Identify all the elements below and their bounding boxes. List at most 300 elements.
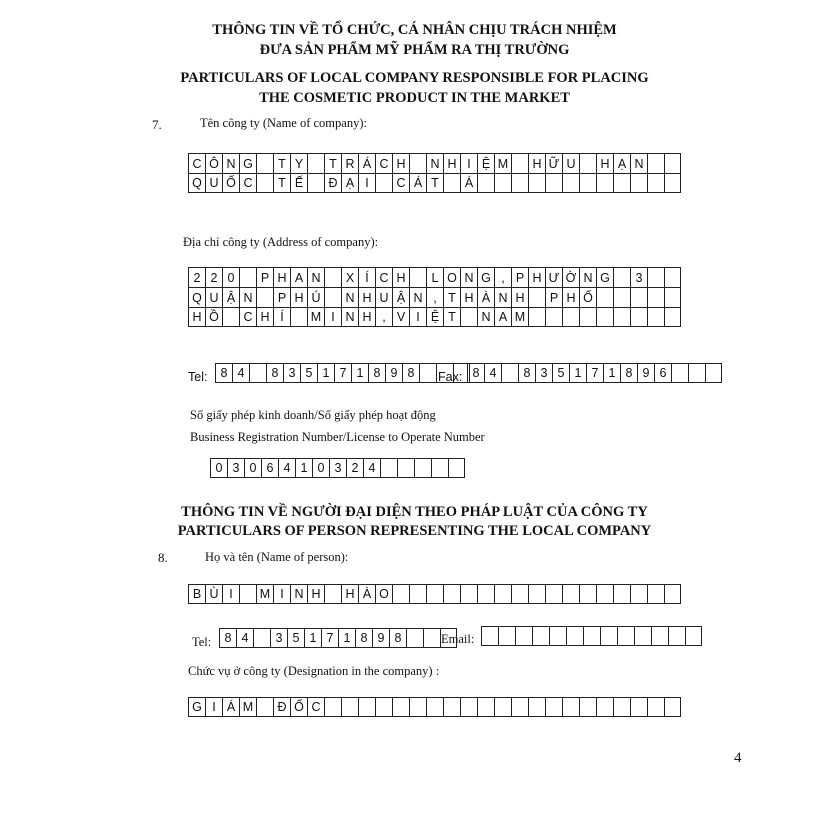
grid-cell: O bbox=[375, 584, 392, 604]
grid-cell bbox=[498, 626, 515, 646]
grid-cell: Á bbox=[358, 153, 375, 173]
grid-cell bbox=[647, 584, 664, 604]
representative-header-vi: THÔNG TIN VỀ NGƯỜI ĐẠI DIỆN THEO PHÁP LUẬT CỦA CÔNG TY bbox=[181, 504, 648, 520]
grid-cell bbox=[664, 697, 681, 717]
company-address-label: Địa chỉ công ty (Address of company): bbox=[183, 235, 379, 249]
grid-cell: P bbox=[511, 267, 528, 287]
grid-cell: U bbox=[562, 153, 579, 173]
grid-cell bbox=[477, 584, 494, 604]
grid-cell: A bbox=[290, 267, 307, 287]
grid-cell: Đ bbox=[324, 173, 341, 193]
grid-cell bbox=[705, 363, 722, 383]
grid-cell bbox=[307, 173, 324, 193]
company-fax-grid bbox=[467, 363, 722, 383]
grid-cell: 0 bbox=[312, 458, 329, 478]
grid-cell bbox=[562, 173, 579, 193]
grid-cell bbox=[545, 697, 562, 717]
grid-cell: 4 bbox=[278, 458, 295, 478]
grid-cell bbox=[419, 363, 436, 383]
grid-cell: N bbox=[290, 584, 307, 604]
designation-grid bbox=[188, 697, 681, 717]
grid-row bbox=[210, 458, 465, 478]
grid-cell bbox=[647, 173, 664, 193]
grid-cell bbox=[630, 173, 647, 193]
company-name-grid bbox=[188, 153, 681, 193]
grid-cell: G bbox=[477, 267, 494, 287]
grid-cell: 3 bbox=[283, 363, 300, 383]
grid-cell bbox=[647, 697, 664, 717]
grid-cell: G bbox=[596, 267, 613, 287]
header-title-en-line2: THE COSMETIC PRODUCT IN THE MARKET bbox=[259, 90, 570, 106]
grid-cell: 4 bbox=[232, 363, 249, 383]
person-name-label: Họ và tên (Name of person): bbox=[205, 550, 349, 564]
grid-cell: 1 bbox=[569, 363, 586, 383]
grid-row bbox=[188, 173, 681, 193]
grid-cell: I bbox=[273, 584, 290, 604]
grid-cell: B bbox=[188, 584, 205, 604]
grid-cell bbox=[307, 153, 324, 173]
grid-cell: 0 bbox=[222, 267, 239, 287]
grid-cell bbox=[613, 267, 630, 287]
grid-cell: 3 bbox=[329, 458, 346, 478]
grid-cell: H bbox=[358, 287, 375, 307]
grid-cell bbox=[630, 287, 647, 307]
section-8-number: 8. bbox=[158, 550, 168, 565]
grid-cell: Ạ bbox=[341, 173, 358, 193]
grid-cell: H bbox=[528, 153, 545, 173]
grid-cell: 1 bbox=[603, 363, 620, 383]
grid-cell: Ờ bbox=[562, 267, 579, 287]
header-title-vi-line2: ĐƯA SẢN PHẨM MỸ PHẨM RA THỊ TRƯỜNG bbox=[259, 42, 570, 58]
grid-cell: P bbox=[256, 267, 273, 287]
grid-cell: 7 bbox=[334, 363, 351, 383]
grid-cell bbox=[239, 584, 256, 604]
grid-cell: Ạ bbox=[613, 153, 630, 173]
grid-cell: H bbox=[341, 584, 358, 604]
grid-cell bbox=[668, 626, 685, 646]
grid-cell bbox=[651, 626, 668, 646]
grid-cell: 8 bbox=[402, 363, 419, 383]
grid-cell: T bbox=[273, 153, 290, 173]
grid-cell bbox=[647, 153, 664, 173]
grid-cell: 5 bbox=[287, 628, 304, 648]
grid-cell bbox=[579, 307, 596, 327]
grid-cell bbox=[664, 267, 681, 287]
grid-cell: 9 bbox=[385, 363, 402, 383]
grid-cell bbox=[511, 584, 528, 604]
grid-cell: C bbox=[375, 153, 392, 173]
grid-cell: 7 bbox=[586, 363, 603, 383]
company-tel-grid bbox=[215, 363, 470, 383]
grid-cell: N bbox=[579, 267, 596, 287]
grid-cell: C bbox=[392, 173, 409, 193]
grid-cell: N bbox=[341, 307, 358, 327]
grid-cell: Ô bbox=[205, 153, 222, 173]
grid-cell bbox=[532, 626, 549, 646]
person-tel-label: Tel: bbox=[192, 635, 212, 649]
grid-cell: , bbox=[494, 267, 511, 287]
grid-cell: C bbox=[307, 697, 324, 717]
grid-cell bbox=[460, 584, 477, 604]
grid-row bbox=[215, 363, 470, 383]
grid-cell: X bbox=[341, 267, 358, 287]
grid-cell: H bbox=[188, 307, 205, 327]
grid-cell: I bbox=[324, 307, 341, 327]
grid-cell bbox=[324, 267, 341, 287]
grid-cell: 1 bbox=[351, 363, 368, 383]
grid-cell: 9 bbox=[637, 363, 654, 383]
grid-cell: T bbox=[273, 173, 290, 193]
grid-cell: H bbox=[392, 153, 409, 173]
grid-cell: G bbox=[239, 153, 256, 173]
grid-cell: 7 bbox=[321, 628, 338, 648]
grid-cell: I bbox=[409, 307, 426, 327]
grid-cell bbox=[511, 173, 528, 193]
grid-cell: L bbox=[426, 267, 443, 287]
grid-cell bbox=[256, 287, 273, 307]
grid-cell bbox=[448, 458, 465, 478]
person-tel-grid bbox=[219, 628, 457, 648]
grid-cell: N bbox=[477, 307, 494, 327]
company-address-grid bbox=[188, 267, 681, 327]
grid-cell bbox=[253, 628, 270, 648]
grid-cell: 8 bbox=[219, 628, 236, 648]
grid-row bbox=[188, 153, 681, 173]
grid-cell: H bbox=[273, 267, 290, 287]
grid-cell bbox=[256, 153, 273, 173]
grid-cell: 6 bbox=[654, 363, 671, 383]
grid-cell bbox=[324, 584, 341, 604]
grid-cell: H bbox=[460, 287, 477, 307]
grid-cell: Ữ bbox=[545, 153, 562, 173]
person-email-grid bbox=[481, 626, 702, 646]
grid-cell bbox=[341, 697, 358, 717]
grid-cell bbox=[324, 697, 341, 717]
grid-cell: N bbox=[307, 267, 324, 287]
grid-cell: 3 bbox=[227, 458, 244, 478]
grid-cell: H bbox=[528, 267, 545, 287]
grid-cell: 2 bbox=[346, 458, 363, 478]
grid-cell bbox=[671, 363, 688, 383]
grid-cell: 8 bbox=[518, 363, 535, 383]
grid-cell: T bbox=[443, 307, 460, 327]
grid-cell: H bbox=[392, 267, 409, 287]
grid-cell: I bbox=[358, 173, 375, 193]
grid-cell bbox=[423, 628, 440, 648]
grid-cell: , bbox=[375, 307, 392, 327]
grid-cell bbox=[596, 287, 613, 307]
grid-cell: U bbox=[375, 287, 392, 307]
grid-cell bbox=[630, 584, 647, 604]
grid-row bbox=[481, 626, 702, 646]
grid-cell bbox=[664, 287, 681, 307]
grid-cell bbox=[647, 287, 664, 307]
grid-cell: C bbox=[375, 267, 392, 287]
grid-row bbox=[188, 267, 681, 287]
grid-cell bbox=[664, 153, 681, 173]
grid-cell: 3 bbox=[535, 363, 552, 383]
grid-cell: 3 bbox=[630, 267, 647, 287]
grid-cell bbox=[494, 584, 511, 604]
grid-cell: , bbox=[426, 287, 443, 307]
grid-cell: 8 bbox=[467, 363, 484, 383]
grid-cell bbox=[613, 173, 630, 193]
grid-cell bbox=[579, 697, 596, 717]
grid-row bbox=[188, 287, 681, 307]
grid-cell: Y bbox=[290, 153, 307, 173]
grid-cell bbox=[613, 584, 630, 604]
grid-cell bbox=[579, 173, 596, 193]
grid-cell bbox=[290, 307, 307, 327]
grid-cell: C bbox=[239, 307, 256, 327]
grid-cell bbox=[256, 697, 273, 717]
grid-cell: Ậ bbox=[392, 287, 409, 307]
grid-cell bbox=[406, 628, 423, 648]
grid-cell bbox=[600, 626, 617, 646]
grid-cell: C bbox=[188, 153, 205, 173]
grid-cell bbox=[392, 584, 409, 604]
grid-cell: M bbox=[494, 153, 511, 173]
grid-cell: V bbox=[392, 307, 409, 327]
grid-cell: Ệ bbox=[477, 153, 494, 173]
grid-cell: P bbox=[545, 287, 562, 307]
license-label-vi: Số giấy phép kinh doanh/Số giấy phép hoạt động bbox=[190, 408, 436, 422]
grid-cell bbox=[501, 363, 518, 383]
grid-cell: H bbox=[511, 287, 528, 307]
grid-cell bbox=[634, 626, 651, 646]
grid-cell bbox=[409, 153, 426, 173]
grid-cell: H bbox=[358, 307, 375, 327]
grid-cell bbox=[528, 584, 545, 604]
grid-cell bbox=[249, 363, 266, 383]
grid-cell bbox=[239, 267, 256, 287]
grid-cell bbox=[392, 697, 409, 717]
grid-cell bbox=[375, 697, 392, 717]
grid-cell bbox=[494, 173, 511, 193]
grid-cell: M bbox=[256, 584, 273, 604]
company-tel-label: Tel: bbox=[188, 370, 208, 384]
header-title-vi-line1: THÔNG TIN VỀ TỔ CHỨC, CÁ NHÂN CHỊU TRÁCH NHIỆM bbox=[212, 22, 617, 38]
grid-cell: N bbox=[630, 153, 647, 173]
grid-cell bbox=[481, 626, 498, 646]
grid-cell: 1 bbox=[295, 458, 312, 478]
grid-cell: N bbox=[460, 267, 477, 287]
grid-cell bbox=[596, 697, 613, 717]
grid-cell: 8 bbox=[389, 628, 406, 648]
grid-cell: T bbox=[443, 287, 460, 307]
grid-cell bbox=[613, 287, 630, 307]
grid-cell: N bbox=[239, 287, 256, 307]
person-email-label: Email: bbox=[441, 632, 475, 646]
grid-cell: M bbox=[307, 307, 324, 327]
grid-cell: Á bbox=[460, 173, 477, 193]
grid-cell: 0 bbox=[244, 458, 261, 478]
grid-cell: M bbox=[239, 697, 256, 717]
grid-cell: H bbox=[256, 307, 273, 327]
grid-cell bbox=[549, 626, 566, 646]
grid-cell: Ư bbox=[545, 267, 562, 287]
grid-cell: 3 bbox=[270, 628, 287, 648]
company-name-label: Tên công ty (Name of company): bbox=[200, 116, 367, 130]
grid-cell: 1 bbox=[304, 628, 321, 648]
grid-cell bbox=[324, 287, 341, 307]
grid-cell bbox=[528, 697, 545, 717]
grid-cell: 1 bbox=[338, 628, 355, 648]
grid-cell bbox=[409, 697, 426, 717]
grid-cell: 4 bbox=[236, 628, 253, 648]
grid-cell: N bbox=[409, 287, 426, 307]
grid-cell: N bbox=[341, 287, 358, 307]
grid-cell: 8 bbox=[368, 363, 385, 383]
grid-cell bbox=[617, 626, 634, 646]
grid-cell bbox=[545, 173, 562, 193]
grid-cell bbox=[596, 173, 613, 193]
grid-cell bbox=[443, 173, 460, 193]
grid-cell: Í bbox=[358, 267, 375, 287]
grid-cell bbox=[409, 267, 426, 287]
grid-cell: Ố bbox=[222, 173, 239, 193]
grid-cell bbox=[688, 363, 705, 383]
grid-cell: U bbox=[205, 173, 222, 193]
grid-cell bbox=[431, 458, 448, 478]
grid-cell bbox=[494, 697, 511, 717]
grid-cell: Á bbox=[222, 697, 239, 717]
grid-cell bbox=[460, 307, 477, 327]
grid-cell bbox=[685, 626, 702, 646]
grid-row bbox=[188, 697, 681, 717]
grid-cell bbox=[566, 626, 583, 646]
grid-row bbox=[188, 307, 681, 327]
grid-cell: N bbox=[426, 153, 443, 173]
grid-cell bbox=[664, 584, 681, 604]
grid-cell bbox=[613, 697, 630, 717]
header-title-en-line1: PARTICULARS OF LOCAL COMPANY RESPONSIBLE FOR PLACING bbox=[180, 70, 649, 86]
grid-cell: Ù bbox=[205, 584, 222, 604]
grid-cell: H bbox=[443, 153, 460, 173]
grid-cell bbox=[528, 287, 545, 307]
grid-cell: Ố bbox=[290, 697, 307, 717]
grid-cell bbox=[460, 697, 477, 717]
grid-cell: U bbox=[205, 287, 222, 307]
grid-cell bbox=[426, 584, 443, 604]
grid-cell: Q bbox=[188, 173, 205, 193]
grid-cell: Ậ bbox=[222, 287, 239, 307]
grid-cell bbox=[443, 584, 460, 604]
grid-cell bbox=[596, 307, 613, 327]
grid-cell bbox=[579, 153, 596, 173]
section-7-number: 7. bbox=[152, 117, 162, 132]
grid-cell: Ệ bbox=[426, 307, 443, 327]
grid-cell: N bbox=[494, 287, 511, 307]
grid-cell: 0 bbox=[210, 458, 227, 478]
grid-cell: Q bbox=[188, 287, 205, 307]
grid-cell: Ú bbox=[307, 287, 324, 307]
grid-cell bbox=[397, 458, 414, 478]
grid-cell: À bbox=[358, 584, 375, 604]
grid-cell: Ồ bbox=[205, 307, 222, 327]
grid-cell bbox=[630, 307, 647, 327]
grid-cell: Đ bbox=[273, 697, 290, 717]
grid-cell: 6 bbox=[261, 458, 278, 478]
license-label-en: Business Registration Number/License to Operate Number bbox=[190, 430, 485, 444]
grid-cell: H bbox=[307, 584, 324, 604]
grid-cell bbox=[222, 307, 239, 327]
grid-cell: Í bbox=[273, 307, 290, 327]
grid-cell bbox=[477, 173, 494, 193]
grid-cell bbox=[414, 458, 431, 478]
grid-cell bbox=[630, 697, 647, 717]
grid-cell bbox=[664, 173, 681, 193]
grid-cell bbox=[511, 153, 528, 173]
grid-cell bbox=[613, 307, 630, 327]
grid-cell: R bbox=[341, 153, 358, 173]
grid-cell: 2 bbox=[188, 267, 205, 287]
grid-cell: M bbox=[511, 307, 528, 327]
page-number: 4 bbox=[734, 750, 742, 766]
grid-row bbox=[219, 628, 457, 648]
grid-cell bbox=[545, 584, 562, 604]
grid-cell bbox=[380, 458, 397, 478]
grid-cell: Ế bbox=[290, 173, 307, 193]
grid-row bbox=[188, 584, 681, 604]
grid-cell bbox=[511, 697, 528, 717]
grid-cell bbox=[256, 173, 273, 193]
grid-cell: H bbox=[596, 153, 613, 173]
grid-cell bbox=[528, 173, 545, 193]
person-name-grid bbox=[188, 584, 681, 604]
grid-cell bbox=[579, 584, 596, 604]
grid-cell: 8 bbox=[215, 363, 232, 383]
grid-cell bbox=[583, 626, 600, 646]
grid-cell: H bbox=[290, 287, 307, 307]
grid-cell: T bbox=[324, 153, 341, 173]
grid-cell: 1 bbox=[317, 363, 334, 383]
grid-cell bbox=[562, 584, 579, 604]
grid-cell: 9 bbox=[372, 628, 389, 648]
grid-cell bbox=[664, 307, 681, 327]
grid-cell: 8 bbox=[355, 628, 372, 648]
grid-cell bbox=[528, 307, 545, 327]
grid-cell: I bbox=[460, 153, 477, 173]
grid-cell bbox=[515, 626, 532, 646]
grid-cell: 4 bbox=[363, 458, 380, 478]
grid-cell bbox=[477, 697, 494, 717]
grid-row bbox=[467, 363, 722, 383]
grid-cell: T bbox=[426, 173, 443, 193]
grid-cell bbox=[443, 697, 460, 717]
grid-cell: Á bbox=[409, 173, 426, 193]
grid-cell: À bbox=[477, 287, 494, 307]
grid-cell bbox=[545, 307, 562, 327]
grid-cell: 5 bbox=[300, 363, 317, 383]
grid-cell: N bbox=[222, 153, 239, 173]
grid-cell bbox=[426, 697, 443, 717]
grid-cell bbox=[375, 173, 392, 193]
grid-cell: 5 bbox=[552, 363, 569, 383]
grid-cell: P bbox=[273, 287, 290, 307]
grid-cell: H bbox=[562, 287, 579, 307]
designation-label: Chức vụ ở công ty (Designation in the company) : bbox=[188, 664, 440, 678]
grid-cell: C bbox=[239, 173, 256, 193]
grid-cell: A bbox=[494, 307, 511, 327]
grid-cell bbox=[647, 307, 664, 327]
grid-cell: 8 bbox=[620, 363, 637, 383]
grid-cell: 2 bbox=[205, 267, 222, 287]
grid-cell: O bbox=[443, 267, 460, 287]
grid-cell: I bbox=[222, 584, 239, 604]
grid-cell bbox=[647, 267, 664, 287]
license-number-grid bbox=[210, 458, 465, 478]
